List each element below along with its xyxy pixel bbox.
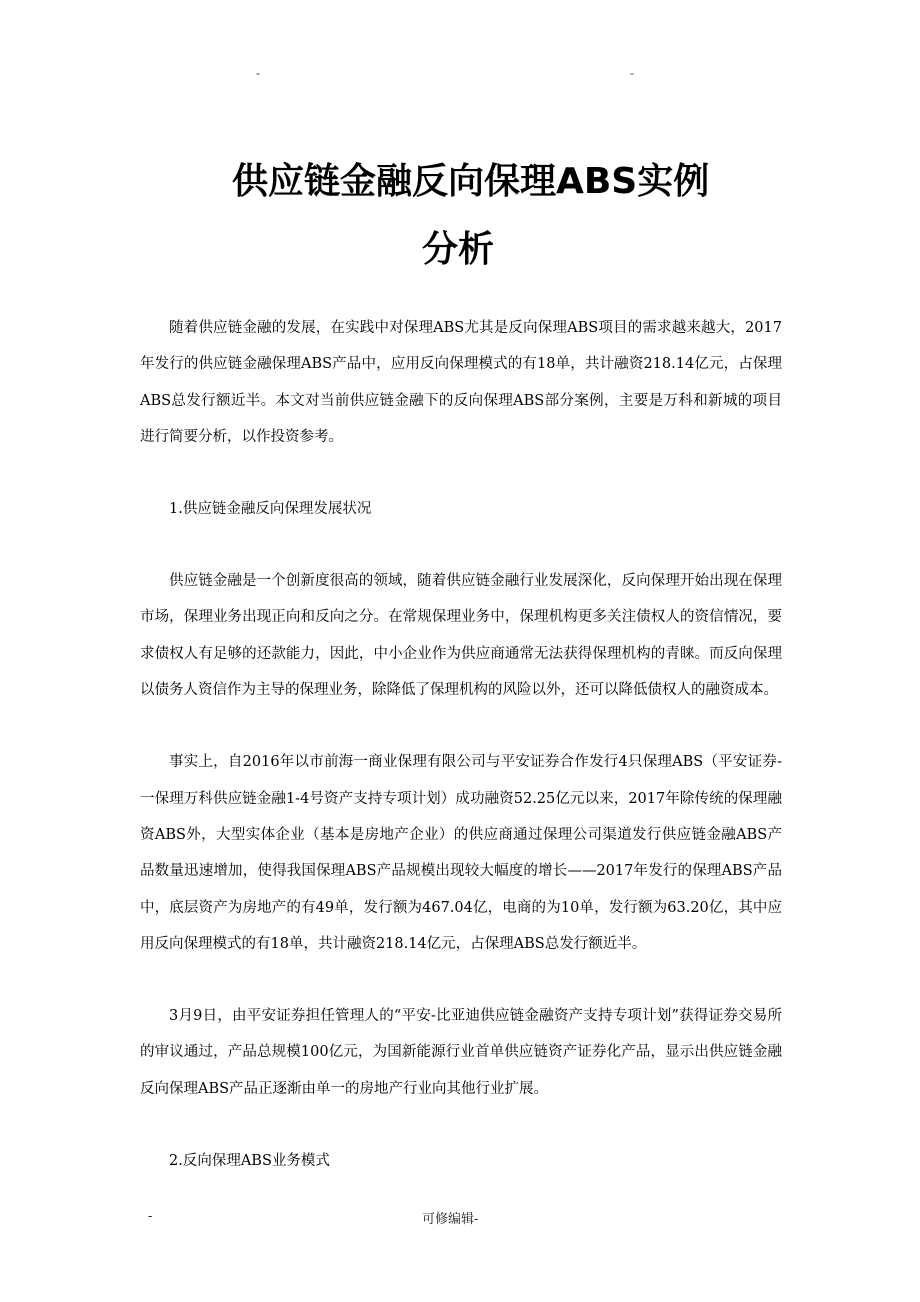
- header-mark-right: -: [630, 66, 634, 80]
- paragraph-byd: 3月9日，由平安证券担任管理人的“平安-比亚迪供应链金融资产支持专项计划”获得证券交易所的审议通过，产品总规模100亿元，为国新能源行业首单供应链资产证券化产品，显示出供应链金融反向保理ABS产品正逐渐由单一的房地产行业向其他行业扩展。: [140, 1008, 782, 1097]
- footer-dash: -: [148, 1208, 153, 1223]
- document-body: [140, 310, 782, 1215]
- paragraph-intro: 随着供应链金融的发展，在实践中对保理ABS尤其是反向保理ABS项目的需求越来越大，2017年发行的供应链金融保理ABS产品中，应用反向保理模式的有18单，共计融资218.14亿元，占保理ABS总发行额近半。本文对当前供应链金融下的反向保理ABS部分案例，主要是万科和新城的项目进行简要分析，以作投资参考。: [140, 320, 782, 445]
- title-line-2: 分析: [422, 229, 495, 270]
- header-mark-left: -: [256, 66, 260, 80]
- document-title: [140, 152, 860, 280]
- footer-text: 可修编辑-: [422, 1211, 479, 1226]
- paragraph-facts: 事实上，自2016年以市前海一商业保理有限公司与平安证券合作发行4只保理ABS（平安证券-一保理万科供应链金融1-4号资产支持专项计划）成功融资52.25亿元以来，2017年除传统的保理融资ABS外，大型实体企业（基本是房地产企业）的供应商通过保理公司渠道发行供应链金融ABS产品数量迅速增加，使得我国保理ABS产品规模出现较大幅度的增长——2017年发行的保理ABS产品中，底层资产为房地产的有49单，发行额为467.04亿，电商的为10单，发行额为63.20亿，其中应用反向保理模式的有18单，共计融资218.14亿元，占保理ABS总发行额近半。: [140, 754, 782, 952]
- paragraph-development: 供应链金融是一个创新度很高的领域，随着供应链金融行业发展深化，反向保理开始出现在保理市场，保理业务出现正向和反向之分。在常规保理业务中，保理机构更多关注债权人的资信情况，要求债权人有足够的还款能力，因此，中小企业作为供应商通常无法获得保理机构的青睐。而反向保理以债务人资信作为主导的保理业务，除降低了保理机构的风险以外，还可以降低债权人的融资成本。: [140, 573, 782, 699]
- section-heading-2: 2.反向保理ABS业务模式: [169, 1153, 330, 1170]
- section-heading-1: 1.供应链金融反向保理发展状况: [169, 501, 372, 518]
- title-line-1: 供应链金融反向保理ABS实例: [232, 161, 710, 202]
